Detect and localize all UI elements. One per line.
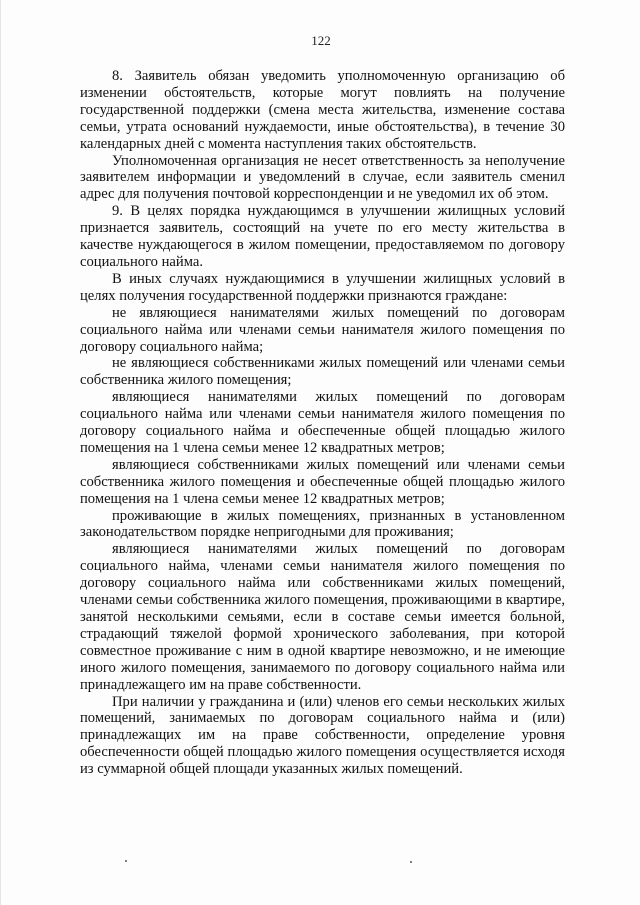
paragraph-multiple-dwellings: При наличии у гражданина и (или) членов его семьи нескольких жилых помещений, занимаемых по договорам социального найма и (или) принадлежащих им на праве собственности, определение уровня обеспеченности общей площадью жилого помещения осуществляется исходя из суммарной общей площади указанных жилых помещений. [80, 693, 565, 778]
paragraph-organization-liability: Уполномоченная организация не несет ответственность за неполучение заявителем информации и уведомлений в случае, если заявитель сменил адрес для получения почтовой корреспонденции и не уведомил их об этом. [80, 152, 565, 203]
document-body [80, 68, 565, 778]
list-item: не являющиеся нанимателями жилых помещений по договорам социального найма или членами семьи нанимателя жилого помещения по договору социального найма; [80, 304, 565, 355]
scan-dot [410, 861, 412, 863]
list-item: проживающие в жилых помещениях, признанных в установленном законодательством порядке непригодными для проживания; [80, 507, 565, 541]
page-number: 122 [311, 33, 331, 48]
list-item: являющиеся нанимателями жилых помещений по договорам социального найма, членами семьи нанимателя жилого помещения по договору социального найма или собственниками жилых помещений, членами семьи собственника жилого помещения, проживающими в квартире, занятой несколькими семьями, если в составе семьи имеется больной, страдающий тяжелой формой хронического заболевания, при которой совместное проживание с ним в одной квартире невозможно, и не имеющие иного жилого помещения, занимаемого по договору социального найма или принадлежащего им на праве собственности. [80, 541, 565, 693]
list-item: являющиеся собственниками жилых помещений или членами семьи собственника жилого помещения и обеспеченные общей площадью жилого помещения на 1 члена семьи менее 12 квадратных метров; [80, 456, 565, 507]
list-item: являющиеся нанимателями жилых помещений по договорам социального найма или членами семьи нанимателя жилого помещения по договору социального найма и обеспеченные общей площадью жилого помещения на 1 члена семьи менее 12 квадратных метров; [80, 389, 565, 456]
paragraph-other-cases: В иных случаях нуждающимися в улучшении жилищных условий в целях получения государственной поддержки признаются граждане: [80, 270, 565, 304]
paragraph-notification-duty: 8. Заявитель обязан уведомить уполномоченную организацию об изменении обстоятельств, которые могут повлиять на получение государственной поддержки (смена места жительства, изменение состава семьи, утрата оснований нуждаемости, иные обстоятельства), в течение 30 календарных дней с момента наступления таких обстоятельств. [80, 68, 565, 152]
scan-marks [1, 848, 640, 868]
list-item: не являющиеся собственниками жилых помещений или членами семьи собственника жилого помещения; [80, 355, 565, 389]
scan-dot [125, 860, 127, 862]
paragraph-needy-applicant: 9. В целях порядка нуждающимся в улучшении жилищных условий признается заявитель, состоящий на учете по его месту жительства в качестве нуждающегося в жилом помещении, предоставляемом по договору социального найма. [80, 203, 565, 270]
